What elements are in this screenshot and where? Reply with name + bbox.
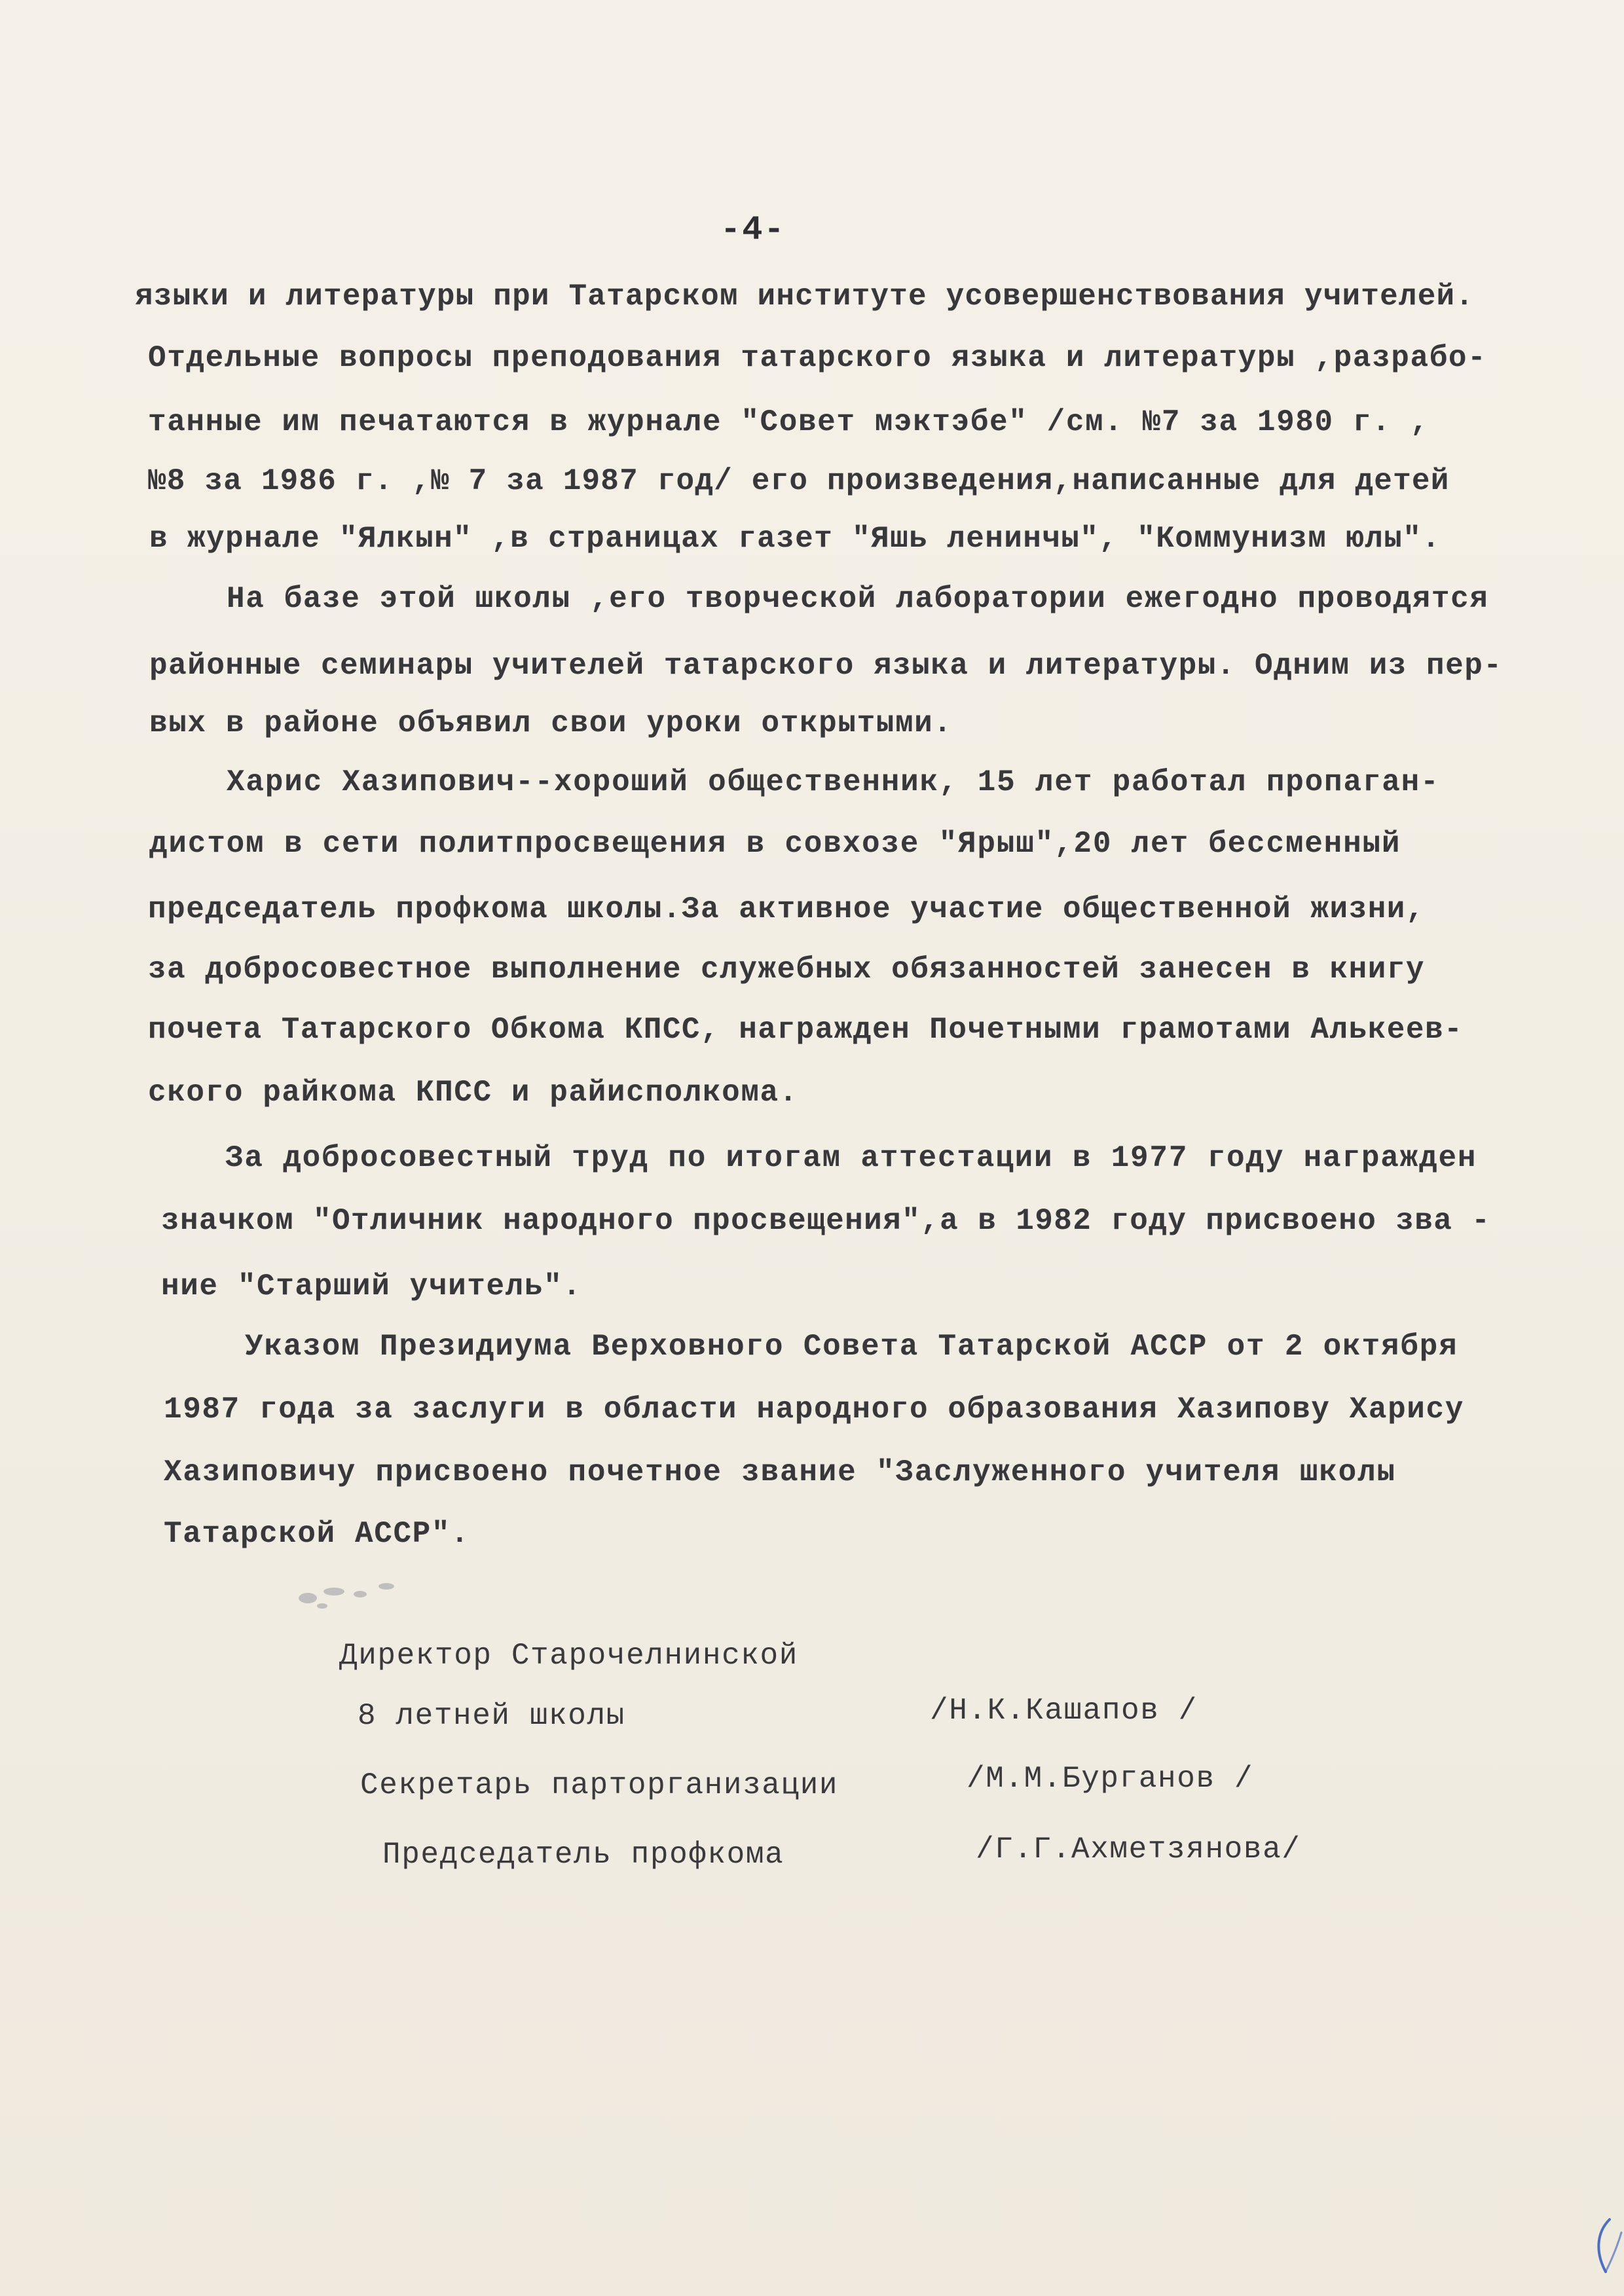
body-line: за добросовестное выполнение служебных обязанностей занесен в книгу: [148, 953, 1426, 987]
body-line: Харис Хазипович--хороший общественник, 15 лет работал пропаган-: [227, 765, 1440, 799]
ink-mark: [1583, 2213, 1624, 2278]
body-line: 1987 года за заслуги в области народного образования Хазипову Харису: [164, 1393, 1464, 1427]
body-line: танные им печатаются в журнале "Совет мэктэбе" /см. №7 за 1980 г. ,: [148, 405, 1430, 439]
body-line: Татарской АССР".: [164, 1517, 470, 1551]
body-line: Хазиповичу присвоено почетное звание "Заслуженного учителя школы: [164, 1455, 1396, 1489]
body-line: ние "Старший учитель".: [161, 1269, 582, 1303]
secretary-name: /М.М.Бурганов /: [967, 1762, 1254, 1796]
body-line: Указом Президиума Верховного Совета Татарской АССР от 2 октября: [245, 1330, 1458, 1364]
body-line: За добросовестный труд по итогам аттестации в 1977 году награжден: [225, 1141, 1477, 1175]
body-line: районные семинары учителей татарского языка и литературы. Одним из пер-: [149, 649, 1503, 683]
body-line: почета Татарского Обкома КПСС, награжден Почетными грамотами Алькеев-: [148, 1013, 1464, 1047]
body-line: ского райкома КПСС и райисполкома.: [148, 1076, 798, 1110]
body-line: языки и литературы при Татарском институте усовершенствования учителей.: [135, 280, 1475, 314]
director-name: /Н.К.Кашапов /: [930, 1694, 1198, 1728]
body-line: На базе этой школы ,его творческой лаборатории ежегодно проводятся: [227, 582, 1489, 616]
director-title: Директор Старочелнинской: [339, 1639, 798, 1673]
body-line: председатель профкома школы.За активное участие общественной жизни,: [148, 892, 1426, 926]
body-line: в журнале "Ялкын" ,в страницах газет "Яшь ленинчы", "Коммунизм юлы".: [149, 522, 1441, 556]
page-number: -4-: [720, 211, 786, 249]
body-line: дистом в сети политпросвещения в совхозе "Ярыш",20 лет бессменный: [149, 827, 1401, 861]
body-line: Отдельные вопросы преподования татарского языка и литературы ,разрабо-: [148, 341, 1487, 375]
body-line: вых в районе объявил свои уроки открытыми.: [149, 706, 953, 740]
director-title-school: 8 летней школы: [358, 1699, 625, 1733]
chair-name: /Г.Г.Ахметзянова/: [976, 1832, 1301, 1867]
chair-title: Председатель профкома: [382, 1838, 784, 1872]
body-line: значком "Отличник народного просвещения",а в 1982 году присвоено зва -: [161, 1204, 1491, 1238]
body-line: №8 за 1986 г. ,№ 7 за 1987 год/ его произведения,написанные для детей: [148, 464, 1450, 498]
secretary-title: Секретарь парторганизации: [360, 1768, 839, 1802]
ink-smudge: [288, 1575, 419, 1614]
